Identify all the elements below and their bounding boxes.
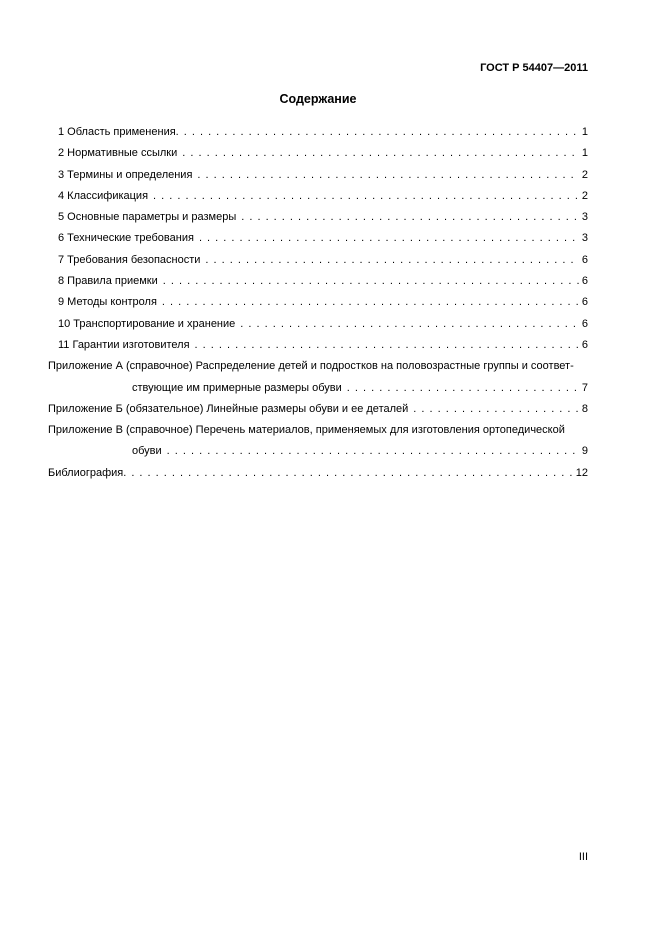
dot-leader — [184, 122, 579, 143]
toc-entry — [48, 228, 588, 249]
dot-leader — [413, 399, 579, 420]
dot-leader — [167, 441, 579, 462]
toc-page-number: 2 — [581, 168, 588, 181]
toc-page-number: 6 — [581, 275, 588, 288]
toc-entry-label: Приложение Б (обязательное) Линейные размеры обуви и ее деталей — [48, 402, 409, 415]
toc-page-number: 3 — [581, 232, 588, 245]
toc-entry — [48, 122, 588, 143]
toc-page-number: 3 — [581, 211, 588, 224]
toc-entry-continuation — [48, 441, 588, 462]
toc-entry — [48, 335, 588, 356]
dot-leader — [163, 271, 579, 292]
toc-entry — [48, 271, 588, 292]
page-title: Содержание — [279, 92, 357, 106]
toc-entry-continuation — [48, 378, 588, 399]
toc-entry — [48, 399, 588, 420]
dot-leader — [205, 250, 578, 271]
dot-leader — [241, 207, 579, 228]
toc-page-number: 12 — [575, 466, 588, 479]
toc-page-number: 1 — [581, 147, 588, 160]
toc-entry — [48, 314, 588, 335]
toc-page-number: 6 — [581, 253, 588, 266]
dot-leader — [153, 186, 579, 207]
dot-leader — [199, 228, 579, 249]
dot-leader — [347, 378, 579, 399]
toc-page-number: 2 — [581, 189, 588, 202]
toc-page-number: 1 — [581, 126, 588, 138]
toc-entry — [48, 463, 588, 484]
dot-leader — [131, 463, 572, 484]
toc-entry-label: Библиография. — [48, 466, 127, 479]
toc-page-number: 8 — [581, 402, 588, 415]
toc-entry-label: 3 Термины и определения — [58, 168, 193, 181]
toc-entry — [48, 250, 588, 271]
toc-page-number: 9 — [581, 445, 588, 458]
toc-entry-label: 7 Требования безопасности — [58, 253, 201, 266]
toc-page-number: 6 — [581, 317, 588, 330]
toc-entry-label: 8 Правила приемки — [58, 275, 158, 288]
dot-leader — [162, 292, 579, 313]
toc-entry-label: 10 Транспортирование и хранение — [58, 317, 236, 330]
toc-entry-label: 1 Область применения. — [58, 126, 179, 138]
toc-entry — [48, 207, 588, 228]
document-code: ГОСТ Р 54407—2011 — [480, 62, 588, 74]
toc-entry-label: 2 Нормативные ссылки — [58, 147, 178, 160]
dot-leader — [240, 314, 579, 335]
toc-entry — [48, 186, 588, 207]
toc-entry-label: Приложение В (справочное) Перечень материалов, применяемых для изготовления ортопедической — [48, 424, 565, 437]
folio-page-number: III — [578, 851, 588, 863]
toc-entry-label: 6 Технические требования — [58, 232, 194, 245]
dot-leader — [195, 335, 579, 356]
table-of-contents — [48, 122, 588, 484]
toc-entry — [48, 292, 588, 313]
toc-entry-label: 11 Гарантии изготовителя — [58, 338, 190, 351]
toc-page-number: 6 — [581, 296, 588, 309]
dot-leader — [197, 165, 578, 186]
toc-entry — [48, 143, 588, 164]
dot-leader — [182, 143, 579, 164]
toc-page-number: 7 — [581, 381, 588, 394]
toc-entry-label: 4 Классификация — [58, 189, 149, 202]
toc-entry — [48, 420, 588, 441]
toc-entry-label: обуви — [132, 445, 162, 458]
toc-entry-label: Приложение А (справочное) Распределение детей и подростков на половозрастные группы и соответ- — [48, 360, 574, 373]
toc-entry — [48, 356, 588, 377]
toc-entry-label: 5 Основные параметры и размеры — [58, 211, 237, 224]
toc-entry-label: 9 Методы контроля — [58, 296, 157, 309]
toc-entry-label: ствующие им примерные размеры обуви — [132, 381, 342, 394]
toc-page-number: 6 — [581, 338, 588, 351]
toc-entry — [48, 165, 588, 186]
